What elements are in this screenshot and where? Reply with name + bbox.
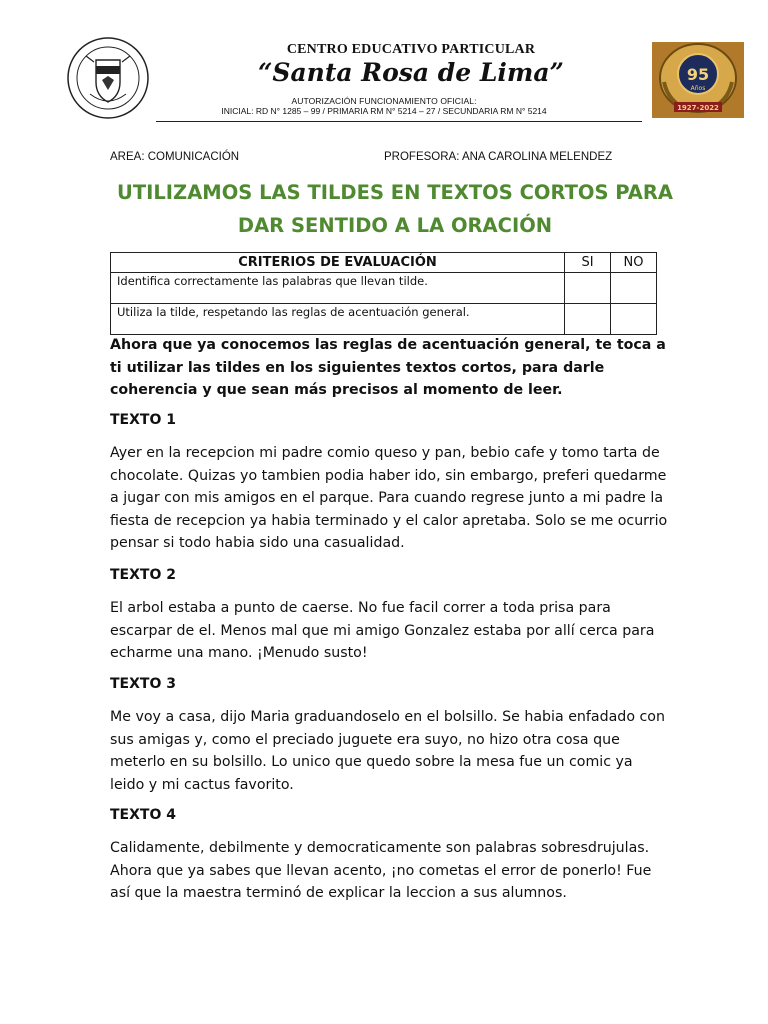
subject-area: AREA: COMUNICACIÓN	[110, 151, 240, 163]
worksheet-title-line1: UTILIZAMOS LAS TILDES EN TEXTOS CORTOS PARA	[116, 181, 674, 204]
emblem-label: Años	[690, 85, 706, 92]
no-checkbox-cell[interactable]	[611, 304, 657, 335]
emblem-number: 95	[686, 65, 710, 84]
text-1-label: TEXTO 1	[110, 412, 176, 428]
text-3-body: Me voy a casa, dijo Maria graduandoselo en el bolsillo. Se habia enfadado con sus amigas y, como el preciado juguete era suyo, no hizo otra cosa que meterlo en su bolsillo. Lo unico que quedo sobre la mesa fue un comic ya leido y mi cactus favorito.	[110, 709, 665, 793]
text-4-label: TEXTO 4	[110, 807, 176, 823]
yes-checkbox-cell[interactable]	[565, 304, 611, 335]
authorization-detail: INICIAL: RD N° 1285 – 99 / PRIMARIA RM N° 5214 – 27 / SECUNDARIA RM N° 5214	[221, 106, 547, 116]
text-4-body: Calidamente, debilmente y democraticamente son palabras sobresdrujulas. Ahora que ya sabes que llevan acento, ¡no cometas el error de ponerlo! Fue así que la maestra terminó de explicar la leccion a sus alumnos.	[110, 840, 652, 901]
evaluation-criteria-table	[110, 252, 657, 335]
text-1-body: Ayer en la recepcion mi padre comio queso y pan, bebio cafe y tomo tarta de chocolate. Quizas yo tambien podia haber ido, sin embargo, preferi quedarme a jugar con mis amigos en el parque. Para cuando regrese junto a mi padre la fiesta de recepcion ya habia terminado y el calor apretaba. Solo se me ocurrio pensar si todo habia sido una casualidad.	[110, 445, 668, 551]
yes-header: SI	[565, 253, 611, 273]
criteria-header: CRITERIOS DE EVALUACIÓN	[111, 253, 565, 273]
no-checkbox-cell[interactable]	[611, 273, 657, 304]
table-row	[111, 273, 657, 304]
school-name: “Santa Rosa de Lima”	[258, 58, 564, 87]
teacher-name: PROFESORA: ANA CAROLINA MELENDEZ	[384, 151, 613, 163]
header-divider	[156, 121, 642, 122]
instructions-paragraph: Ahora que ya conocemos las reglas de acentuación general, te toca a ti utilizar las tildes en los siguientes textos cortos, para darle coherencia y que sean más precisos al momento de leer.	[110, 337, 666, 398]
text-3-label: TEXTO 3	[110, 676, 176, 692]
no-header: NO	[611, 253, 657, 273]
criterion-cell: Identifica correctamente las palabras que llevan tilde.	[111, 273, 565, 304]
table-row	[111, 304, 657, 335]
authorization-title: AUTORIZACIÓN FUNCIONAMIENTO OFICIAL:	[291, 96, 477, 106]
table-header-row	[111, 253, 657, 273]
text-2-body: El arbol estaba a punto de caerse. No fue facil correr a toda prisa para escarpar de el. Menos mal que mi amigo Gonzalez estaba por allí cerca para echarme una mano. ¡Menudo susto!	[110, 600, 655, 661]
worksheet-title-line2: DAR SENTIDO A LA ORACIÓN	[237, 214, 553, 237]
yes-checkbox-cell[interactable]	[565, 273, 611, 304]
criterion-cell: Utiliza la tilde, respetando las reglas de acentuación general.	[111, 304, 565, 335]
text-2-label: TEXTO 2	[110, 567, 176, 583]
emblem-years: 1927-2022	[677, 104, 719, 112]
worksheet-title	[70, 176, 720, 242]
school-type: CENTRO EDUCATIVO PARTICULAR	[286, 42, 536, 57]
document-header	[0, 0, 768, 130]
